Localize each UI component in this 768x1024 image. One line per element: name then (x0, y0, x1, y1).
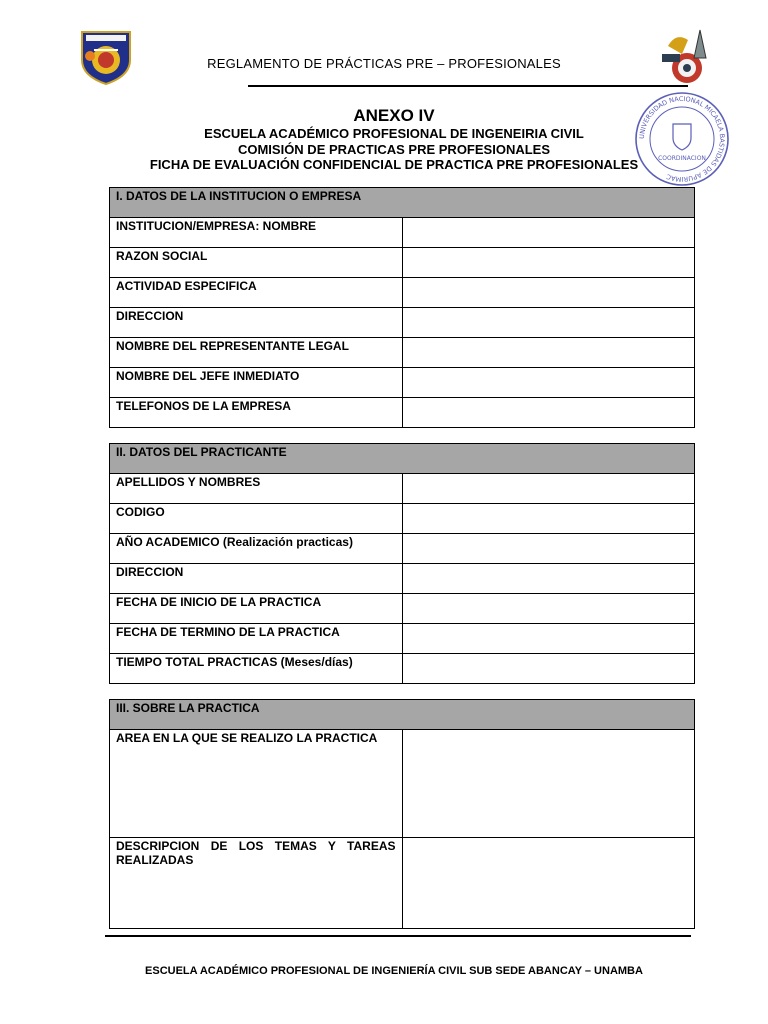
field-label: DESCRIPCION DE LOS TEMAS Y TAREAS REALIZADAS (110, 838, 403, 929)
table-row (110, 398, 695, 428)
full-name-field[interactable] (402, 474, 695, 504)
business-name-field[interactable] (402, 248, 695, 278)
field-label: RAZON SOCIAL (110, 248, 403, 278)
field-label: FECHA DE TERMINO DE LA PRACTICA (110, 624, 403, 654)
section-header-practice: III. SOBRE LA PRACTICA (110, 700, 695, 730)
legal-representative-field[interactable] (402, 338, 695, 368)
field-label: TIEMPO TOTAL PRACTICAS (Meses/días) (110, 654, 403, 684)
footer-rule (105, 935, 691, 937)
table-row (110, 218, 695, 248)
table-row (110, 730, 695, 838)
field-label: ACTIVIDAD ESPECIFICA (110, 278, 403, 308)
specific-activity-field[interactable] (402, 278, 695, 308)
field-label: AREA EN LA QUE SE REALIZO LA PRACTICA (110, 730, 403, 838)
header-title: REGLAMENTO DE PRÁCTICAS PRE – PROFESIONALES (207, 56, 561, 71)
table-row (110, 654, 695, 684)
table-row (110, 504, 695, 534)
table-row (110, 248, 695, 278)
form-title: FICHA DE EVALUACIÓN CONFIDENCIAL DE PRACTICA PRE PROFESIONALES (149, 157, 639, 172)
table-row (110, 338, 695, 368)
field-label: DIRECCION (110, 308, 403, 338)
field-label: INSTITUCION/EMPRESA: NOMBRE (110, 218, 403, 248)
institution-data-table (109, 187, 695, 428)
student-code-field[interactable] (402, 504, 695, 534)
table-row (110, 308, 695, 338)
table-row (110, 838, 695, 929)
end-date-field[interactable] (402, 624, 695, 654)
academic-year-field[interactable] (402, 534, 695, 564)
field-label: NOMBRE DEL REPRESENTANTE LEGAL (110, 338, 403, 368)
footer-text: ESCUELA ACADÉMICO PROFESIONAL DE INGENIERÍA CIVIL SUB SEDE ABANCAY – UNAMBA (145, 965, 643, 977)
company-address-field[interactable] (402, 308, 695, 338)
table-row (110, 474, 695, 504)
table-row (110, 368, 695, 398)
header-rule (248, 85, 688, 87)
field-label: NOMBRE DEL JEFE INMEDIATO (110, 368, 403, 398)
school-title: ESCUELA ACADÉMICO PROFESIONAL DE INGENEIRIA CIVIL (204, 126, 584, 141)
intern-address-field[interactable] (402, 564, 695, 594)
total-time-field[interactable] (402, 654, 695, 684)
table-row (110, 594, 695, 624)
section-header-intern: II. DATOS DEL PRACTICANTE (110, 444, 695, 474)
start-date-field[interactable] (402, 594, 695, 624)
table-row (110, 278, 695, 308)
section-header-institution: I. DATOS DE LA INSTITUCION O EMPRESA (110, 188, 695, 218)
practice-area-field[interactable] (402, 730, 695, 838)
company-phones-field[interactable] (402, 398, 695, 428)
table-row (110, 624, 695, 654)
field-label: FECHA DE INICIO DE LA PRACTICA (110, 594, 403, 624)
field-label: DIRECCION (110, 564, 403, 594)
stamp-ring-text: UNIVERSIDAD NACIONAL MICAELA BASTIDAS DE APURIMAC (637, 94, 727, 184)
intern-data-table (109, 443, 695, 684)
field-label: APELLIDOS Y NOMBRES (110, 474, 403, 504)
field-label: CODIGO (110, 504, 403, 534)
annex-title: ANEXO IV (353, 106, 435, 125)
field-label: TELEFONOS DE LA EMPRESA (110, 398, 403, 428)
field-label: AÑO ACADEMICO (Realización practicas) (110, 534, 403, 564)
practice-data-table (109, 699, 695, 929)
commission-title: COMISIÓN DE PRACTICAS PRE PROFESIONALES (237, 142, 551, 157)
table-row (110, 564, 695, 594)
immediate-supervisor-field[interactable] (402, 368, 695, 398)
table-row (110, 534, 695, 564)
engineering-emblem-logo (654, 28, 720, 86)
tasks-description-field[interactable] (402, 838, 695, 929)
stamp-center-text: COORDINACION (658, 155, 706, 162)
institution-name-field[interactable] (402, 218, 695, 248)
